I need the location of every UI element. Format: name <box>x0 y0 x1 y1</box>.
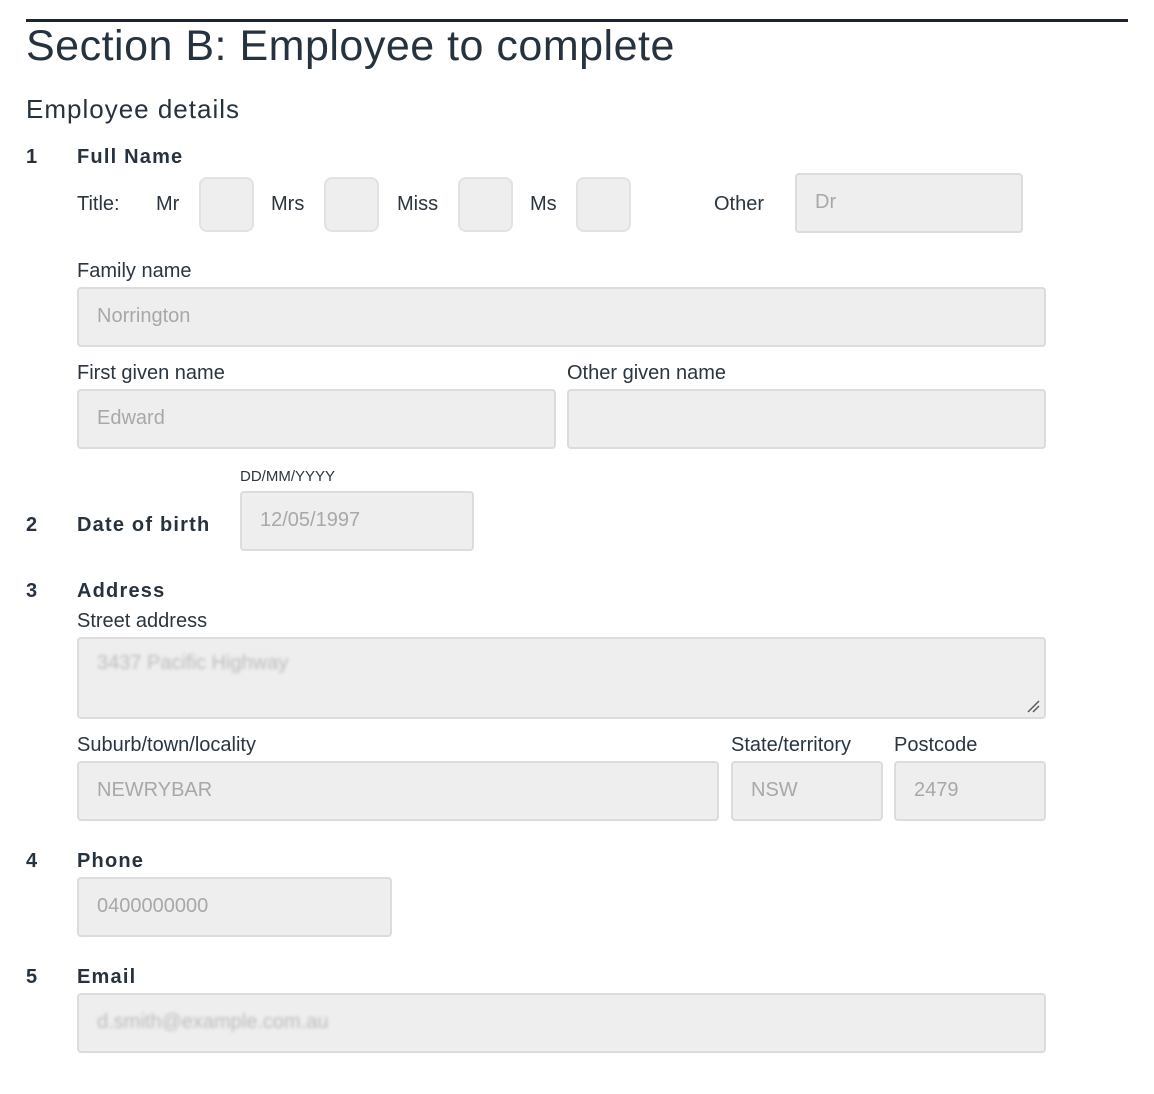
email-value: d.smith@example.com.au <box>97 1011 329 1033</box>
subsection-title: Employee details <box>26 94 240 124</box>
other-given-name-input[interactable] <box>567 389 1046 449</box>
suburb-label: Suburb/town/locality <box>77 734 256 756</box>
phone-label: Phone <box>77 850 145 872</box>
date-of-birth-label: Date of birth <box>77 514 211 536</box>
resize-handle-icon[interactable] <box>1026 699 1040 713</box>
title-mr-label: Mr <box>156 193 180 215</box>
state-label: State/territory <box>731 734 852 756</box>
family-name-input[interactable]: Norrington <box>77 287 1046 347</box>
title-ms-checkbox[interactable] <box>576 177 631 232</box>
postcode-label: Postcode <box>894 734 978 756</box>
title-ms-label: Ms <box>530 193 557 215</box>
question-number-3: 3 <box>26 580 38 602</box>
title-miss-label: Miss <box>397 193 439 215</box>
title-other-label: Other <box>714 193 765 215</box>
suburb-input[interactable]: NEWRYBAR <box>77 761 719 821</box>
title-mr-checkbox[interactable] <box>199 177 254 232</box>
street-address-label: Street address <box>77 610 208 632</box>
first-given-name-input[interactable]: Edward <box>77 389 556 449</box>
family-name-label: Family name <box>77 260 192 282</box>
question-number-1: 1 <box>26 146 38 168</box>
question-number-5: 5 <box>26 966 38 988</box>
title-label: Title: <box>77 193 120 215</box>
dob-format-hint: DD/MM/YYYY <box>240 468 336 485</box>
email-input[interactable] <box>77 993 1046 1053</box>
address-label: Address <box>77 580 166 602</box>
date-of-birth-input[interactable]: 12/05/1997 <box>240 491 474 551</box>
state-input[interactable]: NSW <box>731 761 883 821</box>
question-number-2: 2 <box>26 514 38 536</box>
street-address-textarea[interactable] <box>77 637 1046 719</box>
title-other-input[interactable]: Dr <box>795 173 1023 233</box>
first-given-name-label: First given name <box>77 362 225 384</box>
title-mrs-label: Mrs <box>271 193 305 215</box>
other-given-name-label: Other given name <box>567 362 726 384</box>
question-number-4: 4 <box>26 850 38 872</box>
street-address-value: 3437 Pacific Highway <box>97 652 289 674</box>
email-label: Email <box>77 966 137 988</box>
title-mrs-checkbox[interactable] <box>324 177 379 232</box>
postcode-input[interactable]: 2479 <box>894 761 1046 821</box>
section-title: Section B: Employee to complete <box>26 22 675 70</box>
phone-input[interactable]: 0400000000 <box>77 877 392 937</box>
full-name-label: Full Name <box>77 146 184 168</box>
title-miss-checkbox[interactable] <box>458 177 513 232</box>
